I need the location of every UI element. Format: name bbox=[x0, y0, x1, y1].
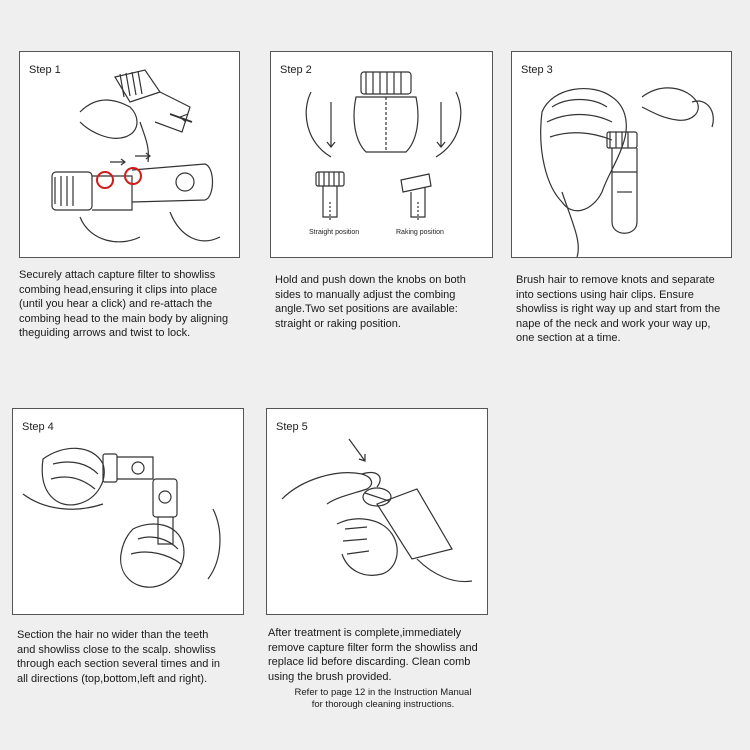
step-5-caption: After treatment is complete,immediately remove capture filter form the showliss and replace lid before discarding. Clean comb using the brush provided. bbox=[268, 627, 478, 683]
step-2-label: Step 2 bbox=[280, 64, 312, 76]
step-2-illustration bbox=[271, 52, 493, 258]
straight-position-label: Straight position bbox=[309, 229, 360, 236]
step-3-illustration bbox=[512, 52, 732, 258]
step-1-panel bbox=[19, 51, 240, 258]
step-3-label: Step 3 bbox=[521, 64, 553, 76]
step-5-label: Step 5 bbox=[276, 421, 308, 433]
step-3-caption: Brush hair to remove knots and separate into sections using hair clips. Ensure showliss is right way up and start from the nape of the neck and work your way up, one section at a time. bbox=[516, 274, 721, 345]
step-5-note: Refer to page 12 in the Instruction Manual for thorough cleaning instructions. bbox=[294, 687, 472, 710]
step-5-illustration bbox=[267, 409, 488, 615]
step-4-caption: Section the hair no wider than the teeth and showliss close to the scalp. showliss through each section several times and in all directions (top,bottom,left and right). bbox=[17, 629, 221, 685]
step-4-panel bbox=[12, 408, 244, 615]
step-4-illustration bbox=[13, 409, 244, 615]
step-5-panel bbox=[266, 408, 488, 615]
step-4-label: Step 4 bbox=[22, 421, 54, 433]
step-1-caption: Securely attach capture filter to showliss combing head,ensuring it clips into place (until you hear a click) and re-attach the combing head to the main body by aligning theguiding arrows and twist to lock. bbox=[19, 269, 229, 340]
step-3-panel bbox=[511, 51, 732, 258]
step-2-panel bbox=[270, 51, 493, 258]
step-1-label: Step 1 bbox=[29, 64, 61, 76]
step-1-illustration bbox=[20, 52, 240, 258]
raking-position-label: Raking position bbox=[396, 229, 444, 236]
step-2-caption: Hold and push down the knobs on both sides to manually adjust the combing angle.Two set positions are available: straight or raking position. bbox=[275, 274, 466, 330]
